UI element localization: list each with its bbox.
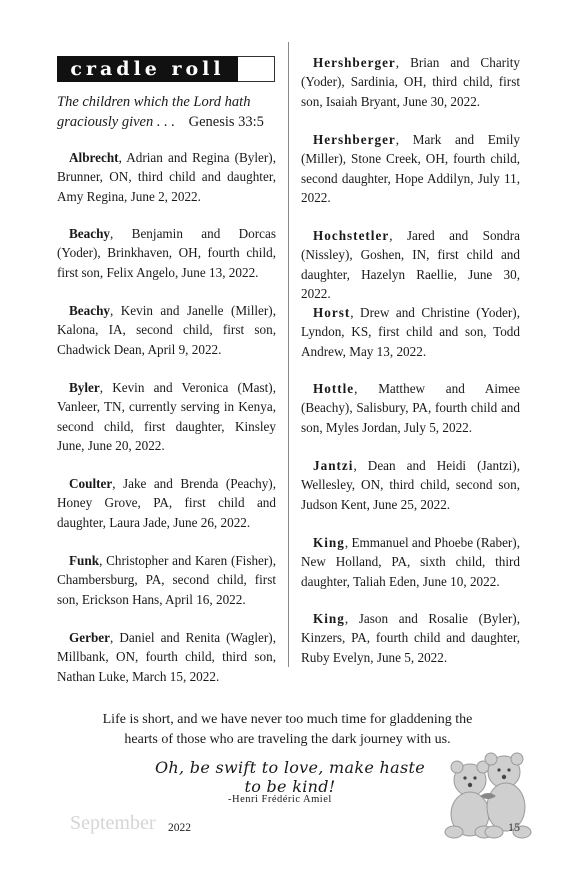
birth-entry [301, 533, 520, 591]
entry-details: , Drew and Christine (Yoder), Lyndon, KS, first child and son, Todd Andrew, May 13, 2022. [301, 305, 520, 359]
entry-details: , Kevin and Janelle (Miller), Kalona, IA, second child, first son, Chadwick Dean, April 9, 2022. [57, 303, 276, 357]
script-quote: Oh, be swift to love, make haste to be kind! [155, 758, 425, 796]
birth-entry [301, 53, 520, 111]
birth-entry [57, 224, 276, 282]
footer-month: September [70, 812, 156, 834]
epigraph-text: The children which the Lord hath graciously given . . . [57, 94, 251, 130]
family-name: Beachy [69, 303, 111, 318]
birth-entry [301, 303, 520, 361]
family-name: Hochstetler [313, 228, 390, 243]
family-name: Hottle [313, 381, 355, 396]
birth-entry [57, 378, 276, 456]
entry-details: , Adrian and Regina (Byler), Brunner, ON, third child and daughter, Amy Regina, June 2, 2022. [57, 150, 276, 204]
family-name: Byler [69, 380, 100, 395]
entry-details: , Jared and Sondra (Nissley), Goshen, IN, first child and daughter, Hazelyn Raellie, June 30, 2022. [301, 228, 520, 302]
column-divider [288, 42, 289, 667]
entry-details: , Brian and Charity (Yoder), Sardinia, OH, third child, first son, Isaiah Bryant, June 30, 2022. [301, 55, 520, 109]
entry-details: , Jake and Brenda (Peachy), Honey Grove, PA, first child and daughter, Laura Jade, June 26, 2022. [57, 476, 276, 530]
birth-entry [301, 609, 520, 667]
family-name: Albrecht [69, 150, 119, 165]
closing-quote [60, 710, 515, 750]
quote-author: -Henri Frédéric Amiel [228, 794, 332, 805]
birth-entry [57, 301, 276, 359]
family-name: Gerber [69, 630, 111, 645]
entry-details: , Benjamin and Dorcas (Yoder), Brinkhaven, OH, fourth child, first son, Felix Angelo, June 13, 2022. [57, 226, 276, 280]
page-number: 15 [508, 820, 520, 834]
birth-entry [301, 379, 520, 437]
entry-details: , Christopher and Karen (Fisher), Chambersburg, PA, second child, first son, Erickson Hans, April 16, 2022. [57, 553, 276, 607]
entry-details: , Daniel and Renita (Wagler), Millbank, ON, fourth child, third son, Nathan Luke, March 15, 2022. [57, 630, 276, 684]
quote-line: Life is short, and we have never too much time for gladdening the [102, 712, 473, 727]
family-name: Horst [313, 305, 351, 320]
family-name: King [313, 611, 345, 626]
birth-entry [301, 456, 520, 514]
birth-entry [57, 628, 276, 686]
epigraph [57, 92, 279, 132]
birth-entry [57, 148, 276, 206]
birth-entry [301, 130, 520, 208]
family-name: Coulter [69, 476, 113, 491]
birth-entry [301, 226, 520, 304]
epigraph-reference: Genesis 33:5 [188, 114, 264, 130]
teddy-bears-icon [440, 752, 540, 842]
entry-details: , Mark and Emily (Miller), Stone Creek, OH, fourth child, second daughter, Hope Addilyn, July 11, 2022. [301, 132, 520, 206]
birth-entry [57, 474, 276, 532]
quote-line: hearts of those who are traveling the dark journey with us. [124, 732, 451, 747]
family-name: Jantzi [313, 458, 354, 473]
entry-details: , Dean and Heidi (Jantzi), Wellesley, ON, third child, second son, Judson Kent, June 25, 2022. [301, 458, 520, 512]
family-name: Hershberger [313, 132, 396, 147]
entry-details: , Emmanuel and Phoebe (Raber), New Holland, PA, sixth child, third daughter, Taliah Eden, June 10, 2022. [301, 535, 520, 589]
family-name: King [313, 535, 345, 550]
section-title: cradle roll [57, 56, 238, 82]
entry-details: , Jason and Rosalie (Byler), Kinzers, PA, fourth child and daughter, Ruby Evelyn, June 5, 2022. [301, 611, 520, 665]
entry-details: , Kevin and Veronica (Mast), Vanleer, TN, currently serving in Kenya, second child, first daughter, Kinsley June, June 20, 2022. [57, 380, 276, 454]
family-name: Beachy [69, 226, 111, 241]
entry-details: , Matthew and Aimee (Beachy), Salisbury, PA, fourth child and son, Myles Jordan, July 5, 2022. [301, 381, 520, 435]
family-name: Hershberger [313, 55, 396, 70]
birth-entry [57, 551, 276, 609]
family-name: Funk [69, 553, 100, 568]
footer-year: 2022 [168, 822, 191, 834]
